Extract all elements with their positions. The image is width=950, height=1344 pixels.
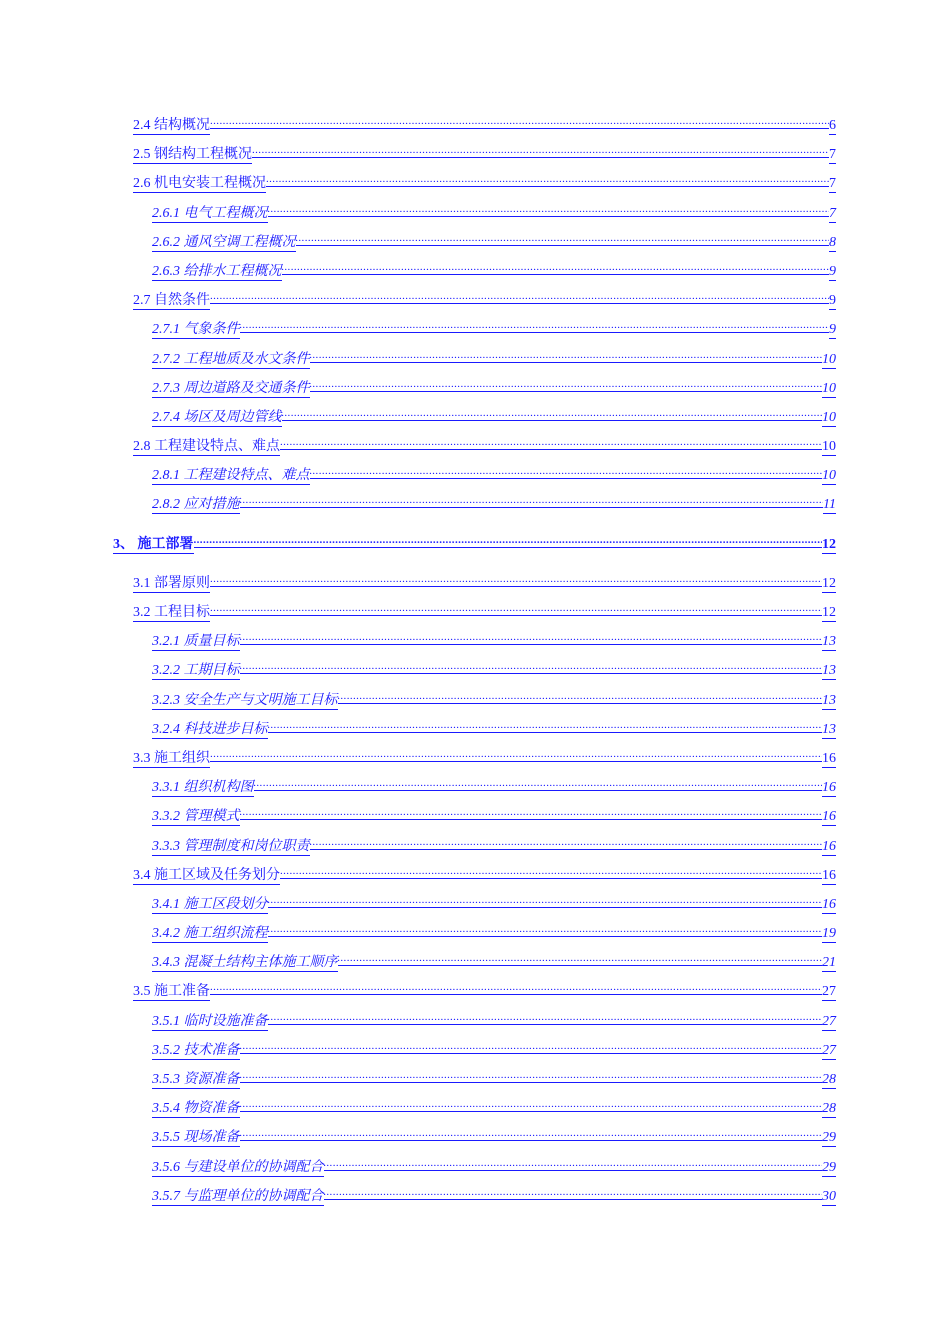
toc-entry[interactable] [152,803,836,832]
toc-dot-leader [194,531,823,548]
toc-entry-page-number[interactable]: 9 [829,293,836,309]
table-of-contents [0,112,950,1212]
toc-entry[interactable] [152,1008,836,1037]
toc-entry-title-link[interactable]: 3.3.3 管理制度和岗位职责 [152,838,310,854]
toc-entry-title-link[interactable]: 3.5.3 资源准备 [152,1072,240,1087]
toc-entry[interactable] [152,375,836,404]
toc-entry[interactable] [152,258,836,287]
toc-entry-title-link[interactable]: 3.3.1 组织机构图 [152,780,254,796]
toc-entry[interactable] [152,404,836,433]
toc-entry-title-link[interactable]: 2.7.2 工程地质及水文条件 [152,351,310,367]
toc-entry[interactable] [152,833,836,862]
toc-dot-leader [240,1037,823,1054]
toc-entry-page-number[interactable]: 10 [822,468,836,484]
toc-entry-page-number[interactable]: 29 [822,1159,836,1175]
toc-entry[interactable] [152,1154,836,1183]
toc-entry-title-link[interactable]: 3.5.2 技术准备 [152,1042,240,1058]
toc-entry[interactable] [133,433,836,462]
toc-entry-page-number[interactable]: 11 [823,497,836,513]
toc-dot-leader [310,375,823,392]
toc-entry-page-number[interactable]: 6 [829,118,836,133]
toc-entry-page-number[interactable]: 10 [822,439,836,455]
toc-dot-leader [240,491,824,508]
toc-entry-title-link[interactable]: 3.3.2 管理模式 [152,809,240,825]
toc-dot-leader [210,599,822,616]
toc-entry[interactable] [133,287,836,316]
toc-entry-title-link[interactable]: 3.4.2 施工组织流程 [152,926,268,942]
toc-entry-page-number[interactable]: 28 [822,1101,836,1117]
toc-entry-page-number[interactable]: 16 [822,838,836,854]
toc-entry-page-number[interactable]: 27 [822,984,836,1000]
toc-dot-leader [240,803,823,820]
toc-entry-page-number[interactable]: 12 [822,575,836,591]
toc-entry[interactable] [133,170,836,199]
toc-entry-title-link[interactable]: 3.4.1 施工区段划分 [152,896,268,912]
toc-dot-leader [252,141,829,158]
toc-entry-page-number[interactable]: 13 [822,634,836,650]
toc-entry-page-number[interactable]: 19 [822,926,836,942]
toc-entry[interactable] [133,570,836,599]
toc-entry-title-link[interactable]: 3.2 工程目标 [133,605,210,620]
toc-dot-leader [296,229,830,246]
toc-dot-leader [240,1095,823,1112]
toc-entry-page-number[interactable]: 8 [829,234,836,250]
toc-entry[interactable] [152,891,836,920]
toc-entry-page-number[interactable]: 27 [822,1013,836,1029]
toc-dot-leader [268,716,823,733]
toc-entry[interactable] [152,200,836,229]
toc-entry-title-link[interactable]: 2.8 工程建设特点、难点 [133,439,280,455]
toc-entry-page-number[interactable]: 16 [822,750,836,766]
toc-entry-title-link[interactable]: 3.2.3 安全生产与文明施工目标 [152,692,338,708]
toc-entry-title-link[interactable]: 3.5.1 临时设施准备 [152,1013,268,1029]
toc-dot-leader [268,920,823,937]
toc-dot-leader [310,346,823,363]
toc-entry-page-number[interactable]: 7 [829,205,836,221]
toc-dot-leader [240,316,830,333]
toc-entry-title-link[interactable]: 2.6 机电安装工程概况 [133,176,266,192]
toc-entry-title-link[interactable]: 3.5.5 现场准备 [152,1130,240,1146]
toc-entry-page-number[interactable]: 7 [829,147,836,163]
toc-entry-title-link[interactable]: 3.4 施工区域及任务划分 [133,867,280,883]
toc-entry[interactable] [152,657,836,686]
toc-entry-title-link[interactable]: 3.5.7 与监理单位的协调配合 [152,1188,324,1204]
toc-entry-page-number[interactable]: 10 [822,380,836,396]
toc-entry-title-link[interactable]: 2.7.1 气象条件 [152,322,240,338]
toc-dot-leader [280,862,822,879]
toc-entry-page-number[interactable]: 21 [822,955,836,971]
toc-dot-leader [310,833,823,850]
toc-entry[interactable] [133,112,836,141]
toc-dot-leader [282,404,823,421]
toc-entry-title-link[interactable]: 3.4.3 混凝土结构主体施工顺序 [152,955,338,971]
toc-entry[interactable] [152,1037,836,1066]
toc-entry[interactable] [152,491,836,520]
toc-entry-title-link[interactable]: 3.1 部署原则 [133,575,210,591]
toc-entry[interactable] [113,531,836,560]
toc-dot-leader [210,570,822,587]
toc-entry-title-link[interactable]: 2.8.2 应对措施 [152,497,240,513]
toc-dot-leader [338,949,823,966]
toc-entry[interactable] [152,687,836,716]
toc-entry-title-link[interactable]: 2.6.2 通风空调工程概况 [152,234,296,250]
toc-dot-leader [240,657,823,674]
toc-dot-leader [338,687,823,704]
toc-entry[interactable] [133,599,836,628]
toc-entry[interactable] [152,949,836,978]
toc-dot-leader [210,745,822,762]
toc-entry-page-number[interactable]: 13 [822,721,836,737]
toc-entry[interactable] [152,774,836,803]
toc-entry-page-number[interactable]: 16 [822,780,836,796]
toc-dot-leader [310,462,823,479]
toc-entry-page-number[interactable]: 27 [822,1042,836,1058]
toc-entry-page-number[interactable]: 30 [822,1188,836,1204]
toc-entry-title-link[interactable]: 2.5 钢结构工程概况 [133,147,252,163]
toc-entry[interactable] [152,920,836,949]
toc-dot-leader [210,112,829,129]
toc-entry[interactable] [152,716,836,745]
toc-dot-leader [324,1183,823,1200]
toc-entry-page-number[interactable]: 28 [822,1072,836,1087]
toc-dot-leader [266,170,829,187]
toc-entry[interactable] [133,141,836,170]
toc-entry[interactable] [152,1066,836,1095]
toc-dot-leader [282,258,830,275]
toc-entry-title-link[interactable]: 3.5.4 物资准备 [152,1101,240,1117]
toc-entry-title-link[interactable]: 3.2.2 工期目标 [152,663,240,679]
toc-entry-page-number[interactable]: 10 [822,351,836,367]
toc-dot-leader [210,978,822,995]
toc-entry-title-link[interactable]: 2.4 结构概况 [133,118,210,133]
toc-entry-title-link[interactable]: 3.3 施工组织 [133,750,210,766]
toc-entry[interactable] [152,1095,836,1124]
toc-entry[interactable] [152,628,836,657]
toc-dot-leader [268,200,830,217]
toc-dot-leader [324,1154,823,1171]
toc-dot-leader [280,433,822,450]
toc-dot-leader [268,1008,823,1025]
toc-entry-page-number[interactable]: 7 [829,176,836,192]
toc-entry-page-number[interactable]: 16 [822,867,836,883]
toc-entry-page-number[interactable]: 9 [829,322,836,338]
toc-entry-title-link[interactable]: 2.6.3 给排水工程概况 [152,263,282,279]
toc-entry-page-number[interactable]: 16 [822,896,836,912]
toc-entry-title-link[interactable]: 3、 施工部署 [113,536,194,552]
toc-dot-leader [254,774,823,791]
toc-dot-leader [240,628,823,645]
toc-entry-title-link[interactable]: 2.7 自然条件 [133,293,210,309]
toc-entry[interactable] [152,229,836,258]
toc-dot-leader [268,891,823,908]
toc-entry-page-number[interactable]: 13 [822,663,836,679]
toc-entry-page-number[interactable]: 12 [822,605,836,620]
toc-entry-page-number[interactable]: 12 [822,536,836,552]
toc-entry-page-number[interactable]: 29 [822,1130,836,1146]
toc-dot-leader [240,1066,823,1083]
toc-entry-title-link[interactable]: 3.5 施工准备 [133,984,210,1000]
toc-entry[interactable] [152,1124,836,1153]
toc-entry[interactable] [152,316,836,345]
toc-entry[interactable] [133,745,836,774]
toc-entry[interactable] [152,1183,836,1212]
toc-entry[interactable] [133,862,836,891]
toc-entry-title-link[interactable]: 3.5.6 与建设单位的协调配合 [152,1159,324,1175]
toc-dot-leader [240,1124,823,1141]
toc-entry-title-link[interactable]: 3.2.1 质量目标 [152,634,240,650]
toc-entry-title-link[interactable]: 2.8.1 工程建设特点、难点 [152,468,310,484]
toc-entry-title-link[interactable]: 3.2.4 科技进步目标 [152,721,268,737]
toc-entry-title-link[interactable]: 2.6.1 电气工程概况 [152,205,268,221]
toc-entry[interactable] [152,346,836,375]
toc-entry-page-number[interactable]: 9 [829,263,836,279]
toc-entry-title-link[interactable]: 2.7.4 场区及周边管线 [152,409,282,425]
toc-entry-title-link[interactable]: 2.7.3 周边道路及交通条件 [152,380,310,396]
toc-entry[interactable] [152,462,836,491]
toc-entry-page-number[interactable]: 10 [822,409,836,425]
toc-dot-leader [210,287,829,304]
toc-entry-page-number[interactable]: 13 [822,692,836,708]
toc-entry-page-number[interactable]: 16 [822,809,836,825]
toc-entry[interactable] [133,978,836,1007]
